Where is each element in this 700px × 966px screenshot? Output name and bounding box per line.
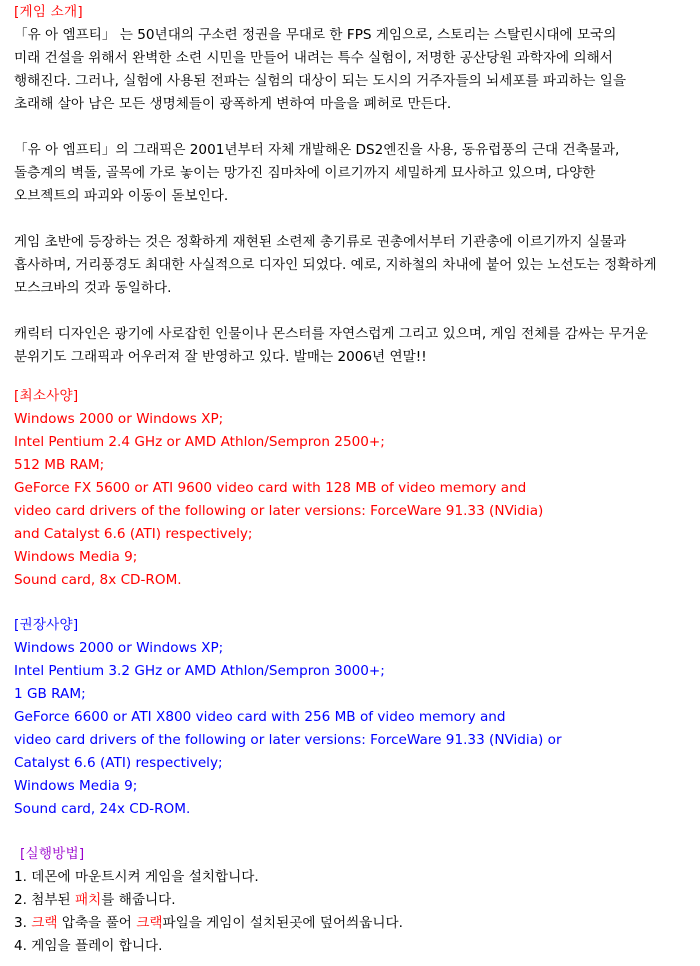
install-step-text: 2. 첨부된 xyxy=(14,892,76,908)
recommended-spec-line: Windows 2000 or Windows XP; xyxy=(14,640,224,656)
install-step-text: 파일을 게임이 설치된곳에 덮어씌웁니다. xyxy=(162,915,403,931)
recommended-spec-line: Sound card, 24x CD-ROM. xyxy=(14,801,191,817)
recommended-spec-line: Intel Pentium 3.2 GHz or AMD Athlon/Sempron 3000+; xyxy=(14,663,385,679)
install-step-keyword: 크랙 xyxy=(31,915,58,931)
intro-paragraph-4-line-2: 분위기도 그래픽과 어우러져 잘 반영하고 있다. 발매는 2006년 연말!! xyxy=(14,349,427,365)
install-step-text: 4. 게임을 플레이 합니다. xyxy=(14,938,163,954)
minimum-spec-line: and Catalyst 6.6 (ATI) respectively; xyxy=(14,526,253,542)
intro-paragraph-1-line-2: 미래 건설을 위해서 완벽한 소련 시민을 만들어 내려는 특수 실험이, 저명한 공산당원 과학자에 의해서 xyxy=(14,50,613,66)
minimum-spec-line: Intel Pentium 2.4 GHz or AMD Athlon/Sempron 2500+; xyxy=(14,434,385,450)
intro-paragraph-4-line-1: 캐릭터 디자인은 광기에 사로잡힌 인물이나 몬스터를 자연스럽게 그리고 있으며, 게임 전체를 감싸는 무거운 xyxy=(14,326,648,342)
minimum-specs-heading: [최소사양] xyxy=(14,388,79,404)
install-step-text: 를 해줍니다. xyxy=(101,892,176,908)
install-step-text: 3. xyxy=(14,915,32,931)
recommended-specs-heading: [권장사양] xyxy=(14,617,79,633)
recommended-spec-line: Windows Media 9; xyxy=(14,778,138,794)
intro-paragraph-3-line-2: 흡사하며, 거리풍경도 최대한 사실적으로 디자인 되었다. 예로, 지하철의 차내에 붙어 있는 노선도는 정확하게 xyxy=(14,257,657,273)
intro-paragraph-2-line-2: 돌층계의 벽돌, 골목에 가로 놓이는 망가진 짐마차에 이르기까지 세밀하게 묘사하고 있으며, 다양한 xyxy=(14,165,596,181)
install-heading: [실행방법] xyxy=(20,846,85,862)
intro-paragraph-1-line-3: 행해진다. 그러나, 실험에 사용된 전파는 실험의 대상이 되는 도시의 거주자들의 뇌세포를 파괴하는 일을 xyxy=(14,73,627,89)
intro-paragraph-1-line-4: 초래해 살아 남은 모든 생명체들이 광폭하게 변하여 마을을 폐허로 만든다. xyxy=(14,96,452,112)
intro-paragraph-2-line-1: 「유 아 엠프티」의 그래픽은 2001년부터 자체 개발해온 DS2엔진을 사용, 동유럽풍의 근대 건축물과, xyxy=(14,142,620,158)
install-step xyxy=(14,889,696,912)
install-step-text: 1. 데몬에 마운트시켜 게임을 설치합니다. xyxy=(14,869,259,885)
install-step-text: 압축을 풀어 xyxy=(57,915,137,931)
minimum-spec-line: Sound card, 8x CD-ROM. xyxy=(14,572,182,588)
intro-paragraph-1-line-1: 「유 아 엠프티」 는 50년대의 구소련 정권을 무대로 한 FPS 게임으로, 스토리는 스탈린시대에 모국의 xyxy=(14,27,617,43)
minimum-spec-line: 512 MB RAM; xyxy=(14,457,105,473)
install-step xyxy=(14,935,696,958)
install-step xyxy=(14,866,696,889)
install-step xyxy=(14,912,696,935)
install-step-keyword: 크랙 xyxy=(136,915,163,931)
intro-paragraph-3-line-1: 게임 초반에 등장하는 것은 정확하게 재현된 소련제 총기류로 권총에서부터 기관총에 이르기까지 실물과 xyxy=(14,234,627,250)
minimum-spec-line: Windows 2000 or Windows XP; xyxy=(14,411,224,427)
recommended-spec-line: 1 GB RAM; xyxy=(14,686,86,702)
intro-paragraph-2-line-3: 오브젝트의 파괴와 이동이 돋보인다. xyxy=(14,188,229,204)
recommended-spec-line: Catalyst 6.6 (ATI) respectively; xyxy=(14,755,223,771)
recommended-spec-line: video card drivers of the following or later versions: ForceWare 91.33 (NVidia) or xyxy=(14,732,562,748)
minimum-spec-line: Windows Media 9; xyxy=(14,549,138,565)
intro-heading: [게임 소개] xyxy=(14,4,83,20)
minimum-spec-line: GeForce FX 5600 or ATI 9600 video card with 128 MB of video memory and xyxy=(14,480,527,496)
minimum-spec-line: video card drivers of the following or later versions: ForceWare 91.33 (NVidia) xyxy=(14,503,544,519)
install-step-keyword: 패치 xyxy=(75,892,102,908)
intro-paragraph-3-line-3: 모스크바의 것과 동일하다. xyxy=(14,280,172,296)
recommended-spec-line: GeForce 6600 or ATI X800 video card with 256 MB of video memory and xyxy=(14,709,506,725)
